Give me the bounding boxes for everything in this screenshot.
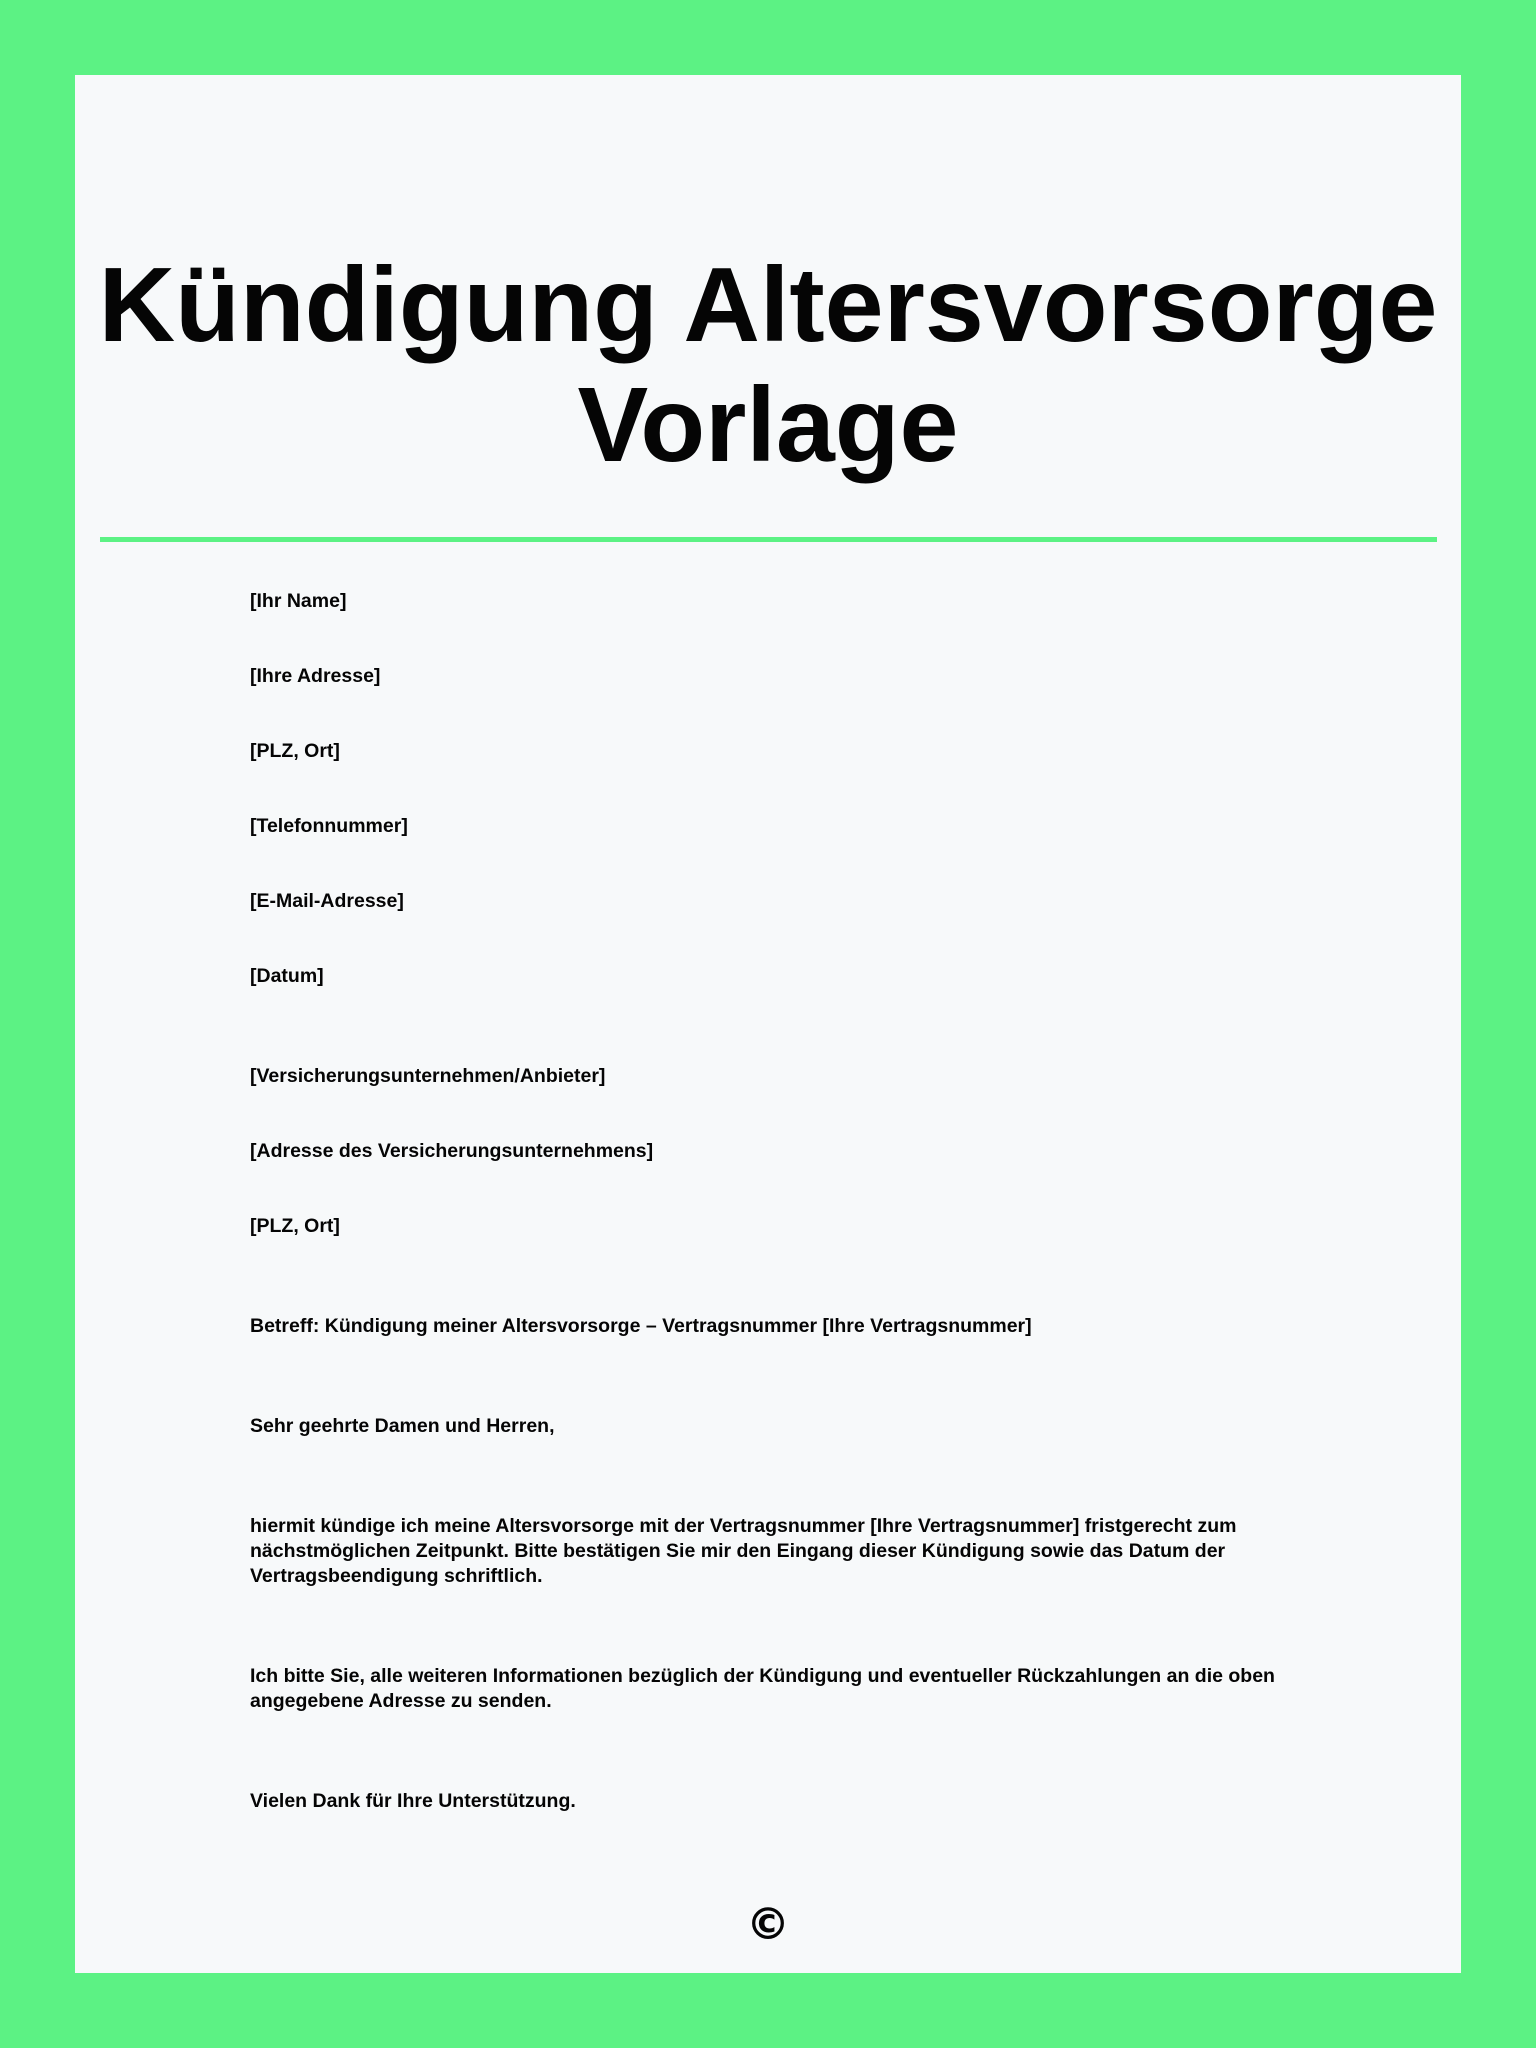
letter-subject: Betreff: Kündigung meiner Altersvorsorge – Vertragsnummer [Ihre Vertragsnummer] bbox=[250, 1315, 1032, 1337]
recipient-address: [Adresse des Versicherungsunternehmens] bbox=[250, 1140, 654, 1162]
recipient-zip-city: [PLZ, Ort] bbox=[250, 1215, 340, 1237]
sender-name: [Ihr Name] bbox=[250, 590, 347, 612]
body-paragraph-1: hiermit kündige ich meine Altersvorsorge mit der Vertragsnummer [Ihre Vertragsnummer] fristgerecht zum nächstmöglichen Zeitpunkt. Bitte bestätigen Sie mir den Eingang dieser Kündigung sowie das Datum der Vertragsbeendigung schriftlich. bbox=[250, 1515, 1237, 1587]
copyright-icon: © bbox=[746, 1899, 790, 1950]
title-line-2: Vorlage bbox=[577, 366, 959, 484]
letter-date: [Datum] bbox=[250, 965, 324, 987]
sender-phone: [Telefonnummer] bbox=[250, 815, 408, 837]
sender-address: [Ihre Adresse] bbox=[250, 665, 381, 687]
letter-salutation: Sehr geehrte Damen und Herren, bbox=[250, 1415, 555, 1437]
title-divider bbox=[100, 537, 1437, 542]
title-line-1: Kündigung Altersvorsorge bbox=[98, 246, 1438, 364]
document-title bbox=[75, 245, 1461, 485]
sender-zip-city: [PLZ, Ort] bbox=[250, 740, 340, 762]
body-paragraph-2: Ich bitte Sie, alle weiteren Informationen bezüglich der Kündigung und eventueller Rückzahlungen an die oben angegebene Adresse zu senden. bbox=[250, 1665, 1275, 1712]
letter-closing: Vielen Dank für Ihre Unterstützung. bbox=[250, 1790, 576, 1812]
recipient-company: [Versicherungsunternehmen/Anbieter] bbox=[250, 1065, 606, 1087]
document-page bbox=[75, 75, 1461, 1973]
sender-email: [E-Mail-Adresse] bbox=[250, 890, 404, 912]
